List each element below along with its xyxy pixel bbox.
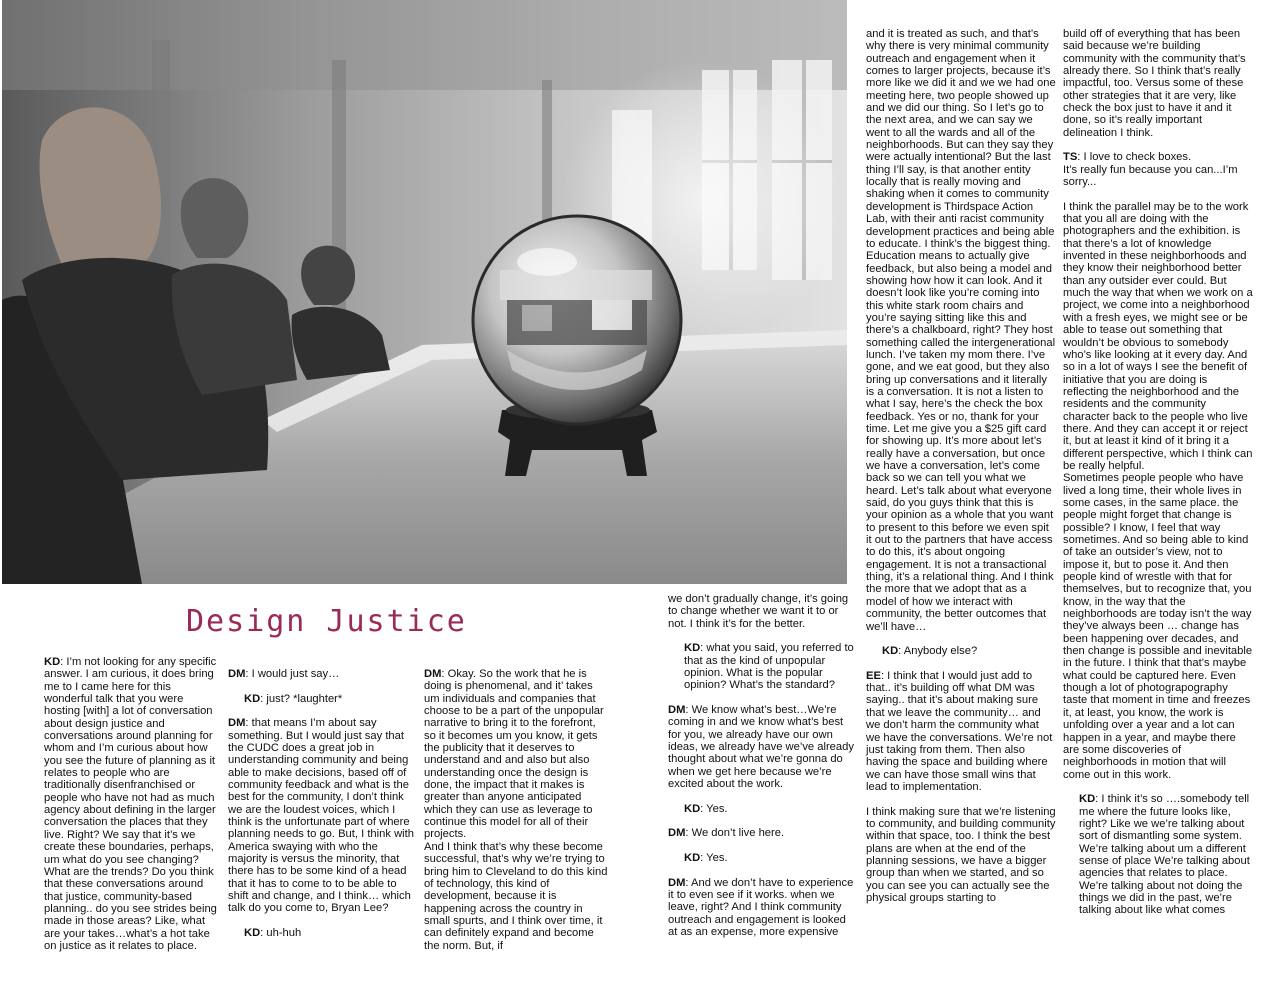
speaker-label: KD	[684, 802, 701, 815]
paragraph	[668, 704, 858, 790]
paragraph	[668, 803, 858, 815]
paragraph-text: : that means I’m about say something. But I would just say that the CUDC does a great job in understanding community and being able to make decisions, based off of community feedback and what is the best for the community, I don’t think we are the loudest voices, which I think is the unfortunate part of where planning needs to go. But, I think with America swaying with who the majority is versus the minority, that there has to be some kind of a head that it has to come to to be able to shift and change, and I think… which talk do you come to, Bryan Lee?	[228, 717, 414, 915]
paragraph-text: : Okay. So the work that he is doing is phenomenal, and it’ takes um individuals and companies that choose to be a part of the unpopular narrative to bring it to the forefront, so it becomes um you know, it gets the publicity that it deserves to understand and and also but also understanding once the design is done, the impact that it makes is greater than anyone anticipated which they can use as leverage to continue this model for all of their projects.	[424, 668, 604, 841]
paragraph-text: : uh-huh	[260, 927, 302, 940]
speaker-label: DM	[424, 668, 442, 680]
speaker-label: KD	[684, 642, 701, 655]
paragraph-text: : I think it’s so ….somebody tell me where the future looks like, right? Like we we’re talking about sort of dismantling some system. We’re talking about um a different sense of place We’re talking about agencies that relates to place. We’re talking about not doing the things we did in the past, we’re talking about like what comes	[1079, 793, 1250, 917]
paragraph	[424, 668, 610, 841]
paragraph-text: : what you said, you referred to that as the kind of unpopular opinion. What is the popular opinion? What’s the standard?	[684, 642, 854, 692]
paragraph	[866, 645, 1056, 657]
speaker-label: KD	[684, 851, 701, 864]
paragraph	[44, 656, 220, 952]
speaker-label: DM	[228, 668, 246, 680]
paragraph	[1063, 151, 1255, 188]
paragraph: Sometimes people people who have lived a long time, their whole lives in some cases, in the same place. the people might forget that change is possible? I know, I feel that way sometimes. And so being able to kind of take an outsider’s view, not to impose it, but to pose it. And then people kind of wrestle with that for themselves, but to recognize that, you know, in the way that the neighborhoods are today isn’t the way they’ve always been … change has been happening over decades, and then change is possible and inevitable in the future. I think that that’s maybe what could be captured here. Even though a lot of photograpography taste that moment in time and freezes it, at least, you know, the work is unfolding over a year and a lot can happen in a year, and maybe there are some discoveries of neighborhoods in motion that will come out in this work.	[1063, 472, 1253, 781]
paragraph	[668, 642, 858, 691]
paragraph: build off of everything that has been said because we’re building community with the community that’s already there. So I think that’s really impactful, too. Versus some of these other strategies that it are very, like check the box just to have it and it done, so it’s really important delineation I think.	[1063, 28, 1246, 139]
paragraph	[866, 670, 1056, 793]
crystal-ball-photo-illustration	[2, 0, 847, 584]
text-column-3	[424, 668, 610, 952]
article-title: Design Justice	[186, 604, 467, 639]
paragraph	[668, 852, 858, 864]
speaker-label: KD	[44, 656, 61, 668]
paragraph: I think the parallel may be to the work that you all are doing with the photographers and the exhibition. is that there’s a lot of knowledge invented in these neighborhoods and they know their neighborhood better than any outsider ever could. But much the way that when we work on a project, we come into a neighborhood with a fresh eyes, we might see or be able to tease out something that wouldn’t be obvious to somebody who’s like looking at it every day. And so in a lot of ways I see the benefit of initiative that you are doing is reflecting the neighborhood and the residents and the community character back to the people who live there. And they can accept it or reject it, but at least it kind of it bring it a different perspective, which I think can be really helpful.	[1063, 200, 1253, 472]
paragraph-text: : I’m not looking for any specific answer. I am curious, it does bring me to I came here for this wonderful talk that you were hosting [with] a lot of conversation about design justice and conversations around planning for whom and I’m curious about how you see the future of planning as it relates to people who are traditionally disenfranchised or people who have not had as much agency about defining in the larger conversation the places that they live. Right? We say that it’s we create these boundaries, perhaps, um what do you see changing? What are the trends? Do you think that these conversations around that justice, community-based planning.. do you see strides being made in those areas? Like, what are your takes…what’s a hot take on justice as it relates to place.	[44, 656, 217, 952]
paragraph-text: : We know what’s best…We’re coming in and we know what’s best for you, we already have our own ideas, we already have we’ve already thought about what we’re gonna do when we get here because we’re excited about the work.	[668, 704, 854, 791]
text-column-1	[44, 656, 220, 952]
paragraph	[1063, 793, 1255, 916]
paragraph: we don’t gradually change, it’s going to change whether we want it to or not. I think it’s for the better.	[668, 593, 849, 630]
speaker-label: DM	[668, 876, 686, 889]
paragraph	[668, 877, 858, 939]
paragraph	[228, 668, 414, 680]
paragraph-text: It’s really fun because you can...I’m sorry...	[1063, 163, 1238, 189]
paragraph-text: : Anybody else?	[898, 645, 978, 658]
paragraph-text: : I love to check boxes.	[1077, 151, 1192, 164]
speaker-label: DM	[668, 704, 686, 716]
speaker-label: DM	[668, 827, 686, 840]
text-column-6	[1063, 28, 1255, 917]
paragraph-text: : I would just say…	[245, 668, 340, 680]
paragraph-text: : We don’t live here.	[685, 827, 785, 840]
paragraph: I think making sure that we’re listening to community, and building community within that space, too. I think the best plans are when at the end of the planning sessions, we have a bigger group than when we started, and so you can see you can actually see the physical groups starting to	[866, 805, 1056, 904]
paragraph: And I think that’s why these become successful, that’s why we’re trying to bring him to Cleveland to do this kind of technology, this kind of development, because it is happening across the country in small spurts, and I think over time, it can definitely expand and become the norm. But, if	[424, 840, 608, 952]
paragraph	[228, 693, 414, 705]
speaker-label: EE	[866, 669, 881, 682]
paragraph-text: : just? *laughter*	[260, 692, 343, 705]
paragraph: and it is treated as such, and that’s why there is very minimal community outreach and engagement when it comes to larger projects, because it’s more like we did it and we we had one meeting here, two people showed up and we did our thing. So I let’s go to the next area, and we can say we went to all the wards and all of the neighborhoods. But can they say they were actually intentional? But the last thing I’ll say, is that another entity locally that is really moving and shaking when it comes to community development is Thirdspace Action Lab, with their anti racist community development practices and being able to educate. I think’s the biggest thing. Education means to actually give feedback, but also being a model and showing how how it can look. And it doesn’t look like you’re coming into this white stark room chairs and you’re saying sitting like this and there’s a chalkboard, right? They host something called the intergenerational lunch. I’ve taken my mom there. I’ve gone, and we eat good, but they also bring up conversations and it literally is a conversation. It is not a listen to what I say, here’s the check the box feedback. Yes or no, thank for your time. Let me give you a $25 gift card for showing up. It’s more about let’s really have a conversation, but once we have a conversation, let’s come back so we can tell you what we heard. Let’s talk about what everyone said, do you guys think that this is your opinion as a whole that you want to present to this before we even spit it out to the partners that have access to do this, it’s about ongoing engagement. It is not a transactional thing, it’s a relational thing. And I think the more that we adopt that as a model of how we interact with community, the better outcomes that we’ll have…	[866, 28, 1056, 633]
speaker-label: KD	[1079, 793, 1096, 806]
paragraph-text: : Yes.	[700, 802, 728, 815]
meeting-photo	[2, 0, 847, 584]
speaker-label: KD	[882, 645, 899, 658]
text-column-2	[228, 668, 414, 939]
paragraph	[228, 927, 414, 939]
paragraph-text: : Yes.	[700, 851, 728, 864]
paragraph-text: : And we don’t have to experience it to even see if it works. when we leave, right? And I think community outreach and engagement is looked at as an expense, more expensive	[668, 876, 854, 938]
text-column-4	[668, 593, 858, 938]
speaker-label: KD	[244, 692, 261, 705]
speaker-label: TS	[1063, 151, 1078, 164]
paragraph-text: : I think that I would just add to that.. it’s building off what DM was saying.. that it’s about making sure that we leave the community… and we don’t harm the community what we have the conversations. We’re not just taking from them. Then also having the space and building where we can have those small wins that lead to implementation.	[866, 669, 1053, 793]
paragraph	[668, 827, 858, 839]
speaker-label: DM	[228, 717, 246, 730]
speaker-label: KD	[244, 927, 261, 940]
text-column-5	[866, 28, 1056, 904]
paragraph	[228, 717, 414, 915]
